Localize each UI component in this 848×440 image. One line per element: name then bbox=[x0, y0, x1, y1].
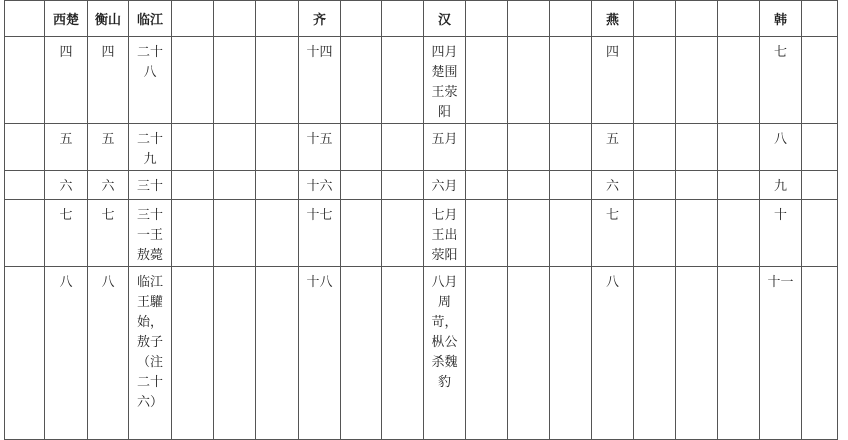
table-cell bbox=[466, 267, 508, 440]
table-cell bbox=[5, 200, 45, 267]
header-cell bbox=[214, 1, 256, 37]
table-row bbox=[5, 267, 838, 440]
table-cell bbox=[508, 200, 550, 267]
table-cell bbox=[760, 267, 802, 440]
table-cell bbox=[341, 171, 382, 200]
table-cell bbox=[88, 171, 129, 200]
table-cell bbox=[676, 200, 718, 267]
table-cell bbox=[508, 124, 550, 171]
table-cell bbox=[718, 200, 760, 267]
table-cell bbox=[341, 200, 382, 267]
cell-text: 十一 bbox=[767, 275, 794, 290]
cell-text: 临江王驩始，敖子（注二十六） bbox=[136, 275, 163, 410]
table-cell bbox=[172, 267, 214, 440]
table-cell bbox=[299, 200, 341, 267]
table-cell bbox=[424, 37, 466, 124]
table-cell bbox=[802, 171, 838, 200]
table-cell bbox=[676, 267, 718, 440]
table-cell bbox=[718, 124, 760, 171]
table-cell bbox=[466, 124, 508, 171]
cell-text: 四 bbox=[605, 45, 619, 60]
cell-text: 六 bbox=[605, 179, 619, 194]
table-cell bbox=[88, 37, 129, 124]
table-cell bbox=[382, 124, 424, 171]
header-cell bbox=[802, 1, 838, 37]
table-cell bbox=[45, 267, 88, 440]
table-cell bbox=[634, 37, 676, 124]
table-row bbox=[5, 124, 838, 171]
table-row bbox=[5, 37, 838, 124]
table-cell bbox=[45, 37, 88, 124]
cell-text: 三十一王敖薨 bbox=[136, 208, 163, 263]
table-cell bbox=[214, 37, 256, 124]
cell-text: 七 bbox=[773, 45, 787, 60]
cell-text: 五 bbox=[101, 132, 115, 147]
table-cell bbox=[424, 267, 466, 440]
header-cell bbox=[172, 1, 214, 37]
table-cell bbox=[341, 267, 382, 440]
table-cell bbox=[5, 37, 45, 124]
cell-text: 二十九 bbox=[136, 132, 163, 167]
header-cell bbox=[508, 1, 550, 37]
table-cell bbox=[718, 37, 760, 124]
cell-text: 七 bbox=[605, 208, 619, 223]
cell-text: 六 bbox=[59, 179, 73, 194]
table-cell bbox=[760, 171, 802, 200]
table-cell bbox=[5, 171, 45, 200]
cell-text: 五月 bbox=[431, 132, 458, 147]
table-cell bbox=[592, 37, 634, 124]
header-cell: 西楚 bbox=[45, 1, 88, 37]
table-cell bbox=[382, 267, 424, 440]
header-cell bbox=[676, 1, 718, 37]
table-cell bbox=[634, 124, 676, 171]
table-cell bbox=[466, 200, 508, 267]
cell-text: 四 bbox=[101, 45, 115, 60]
header-cell: 汉 bbox=[424, 1, 466, 37]
table-cell bbox=[718, 171, 760, 200]
table-cell bbox=[129, 267, 172, 440]
table-cell bbox=[676, 171, 718, 200]
header-cell: 衡山 bbox=[88, 1, 129, 37]
table-cell bbox=[760, 37, 802, 124]
table-cell bbox=[508, 171, 550, 200]
cell-text: 十七 bbox=[306, 208, 333, 223]
cell-text: 十 bbox=[773, 208, 787, 223]
table-cell bbox=[214, 124, 256, 171]
table-cell bbox=[802, 37, 838, 124]
table-cell bbox=[676, 124, 718, 171]
cell-text: 八 bbox=[773, 132, 787, 147]
table-cell bbox=[550, 124, 592, 171]
table-cell bbox=[45, 200, 88, 267]
table-cell bbox=[299, 37, 341, 124]
table-cell bbox=[214, 200, 256, 267]
table-cell bbox=[5, 124, 45, 171]
table-cell bbox=[508, 37, 550, 124]
cell-text: 八 bbox=[101, 275, 115, 290]
header-cell bbox=[5, 1, 45, 37]
table-cell bbox=[760, 124, 802, 171]
table-cell bbox=[676, 37, 718, 124]
cell-text: 九 bbox=[773, 179, 787, 194]
cell-text: 八月周苛，枞公杀魏豹 bbox=[431, 275, 458, 390]
table-row bbox=[5, 171, 838, 200]
table-cell bbox=[424, 171, 466, 200]
table-cell bbox=[634, 267, 676, 440]
cell-text: 十八 bbox=[306, 275, 333, 290]
cell-text: 十六 bbox=[306, 179, 333, 194]
table-cell bbox=[129, 37, 172, 124]
cell-text: 四月楚围王荥阳 bbox=[431, 45, 458, 120]
cell-text: 三十 bbox=[136, 179, 163, 194]
table-cell bbox=[129, 171, 172, 200]
table-cell bbox=[256, 200, 299, 267]
cell-text: 四 bbox=[59, 45, 73, 60]
table-cell bbox=[634, 171, 676, 200]
table-cell bbox=[256, 124, 299, 171]
cell-text: 七月王出荥阳 bbox=[431, 208, 458, 263]
table-cell bbox=[299, 171, 341, 200]
table-cell bbox=[382, 200, 424, 267]
table-cell bbox=[5, 267, 45, 440]
table-cell bbox=[802, 267, 838, 440]
table-cell bbox=[382, 37, 424, 124]
table-cell bbox=[634, 200, 676, 267]
table-cell bbox=[466, 171, 508, 200]
header-cell bbox=[718, 1, 760, 37]
cell-text: 六月 bbox=[431, 179, 458, 194]
table-cell bbox=[341, 124, 382, 171]
table-cell bbox=[508, 267, 550, 440]
table-cell bbox=[550, 200, 592, 267]
cell-text: 十四 bbox=[306, 45, 333, 60]
header-cell bbox=[256, 1, 299, 37]
table-cell bbox=[172, 200, 214, 267]
table-cell bbox=[718, 267, 760, 440]
header-cell bbox=[634, 1, 676, 37]
table-cell bbox=[550, 171, 592, 200]
table-cell bbox=[424, 200, 466, 267]
cell-text: 八 bbox=[59, 275, 73, 290]
table-cell bbox=[802, 124, 838, 171]
table-cell bbox=[341, 37, 382, 124]
cell-text: 二十八 bbox=[136, 45, 163, 80]
table-cell bbox=[466, 37, 508, 124]
table-cell bbox=[592, 124, 634, 171]
header-row bbox=[5, 1, 838, 37]
cell-text: 十五 bbox=[306, 132, 333, 147]
header-cell: 燕 bbox=[592, 1, 634, 37]
table-cell bbox=[592, 171, 634, 200]
chronology-table bbox=[4, 0, 838, 440]
header-cell: 临江 bbox=[129, 1, 172, 37]
table-cell bbox=[382, 171, 424, 200]
table-cell bbox=[214, 267, 256, 440]
table-cell bbox=[172, 124, 214, 171]
table-cell bbox=[299, 124, 341, 171]
cell-text: 七 bbox=[101, 208, 115, 223]
cell-text: 五 bbox=[59, 132, 73, 147]
table-cell bbox=[424, 124, 466, 171]
header-cell bbox=[382, 1, 424, 37]
cell-text: 六 bbox=[101, 179, 115, 194]
table-cell bbox=[550, 267, 592, 440]
table-cell bbox=[256, 267, 299, 440]
table-cell bbox=[256, 171, 299, 200]
table-cell bbox=[88, 124, 129, 171]
table-cell bbox=[129, 124, 172, 171]
table-cell bbox=[88, 200, 129, 267]
header-cell: 齐 bbox=[299, 1, 341, 37]
header-cell bbox=[341, 1, 382, 37]
table-cell bbox=[214, 171, 256, 200]
cell-text: 八 bbox=[605, 275, 619, 290]
table-cell bbox=[129, 200, 172, 267]
table-cell bbox=[760, 200, 802, 267]
table-cell bbox=[45, 124, 88, 171]
table-cell bbox=[172, 171, 214, 200]
cell-text: 七 bbox=[59, 208, 73, 223]
table-cell bbox=[802, 200, 838, 267]
table-cell bbox=[592, 267, 634, 440]
header-cell bbox=[466, 1, 508, 37]
table-cell bbox=[256, 37, 299, 124]
table-cell bbox=[45, 171, 88, 200]
table-row bbox=[5, 200, 838, 267]
table-cell bbox=[550, 37, 592, 124]
cell-text: 五 bbox=[605, 132, 619, 147]
header-cell bbox=[550, 1, 592, 37]
table-cell bbox=[592, 200, 634, 267]
table-cell bbox=[172, 37, 214, 124]
table-cell bbox=[88, 267, 129, 440]
table-cell bbox=[299, 267, 341, 440]
header-cell: 韩 bbox=[760, 1, 802, 37]
